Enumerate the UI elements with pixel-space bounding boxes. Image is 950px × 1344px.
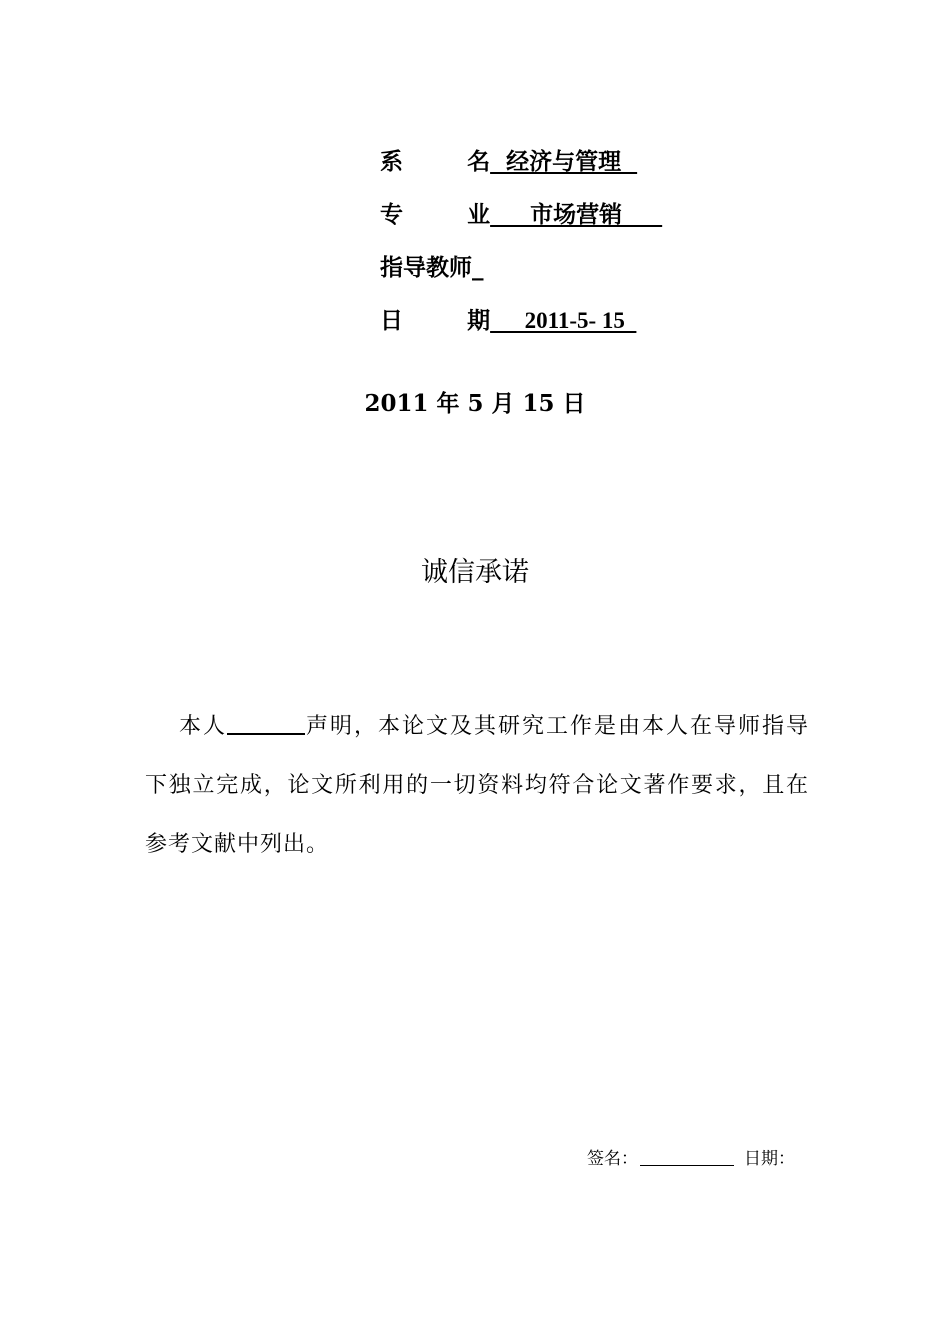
pledge-title: 诚信承诺: [421, 557, 529, 588]
sign-date-label: 日期：: [744, 1149, 795, 1169]
department-label: 系 名: [380, 148, 491, 175]
cover-date: 2011 年 5 月 15 日: [364, 390, 586, 417]
department-value: 经济与管理: [490, 148, 638, 175]
advisor-value: _: [472, 254, 484, 281]
major-value: 市场营销: [490, 201, 663, 228]
date-value: 2011-5- 15: [490, 308, 637, 333]
name-blank: [227, 732, 305, 735]
pledge-text: 声明，本论文及其研究工作是由本人在导师指导下独立完成，论文所利用的一切资料均符合论文著作要求，且在参考文献中列出。: [145, 714, 809, 857]
pledge-body: [145, 697, 809, 874]
date-row: [348, 276, 636, 366]
pledge-prefix: 本人: [179, 714, 227, 739]
major-label: 专 业: [380, 201, 491, 228]
signature-row: [587, 1144, 795, 1169]
advisor-label: 指导教师: [380, 254, 473, 281]
date-label: 日 期: [380, 307, 491, 334]
signature-blank: [640, 1164, 734, 1166]
signature-label: 签名：: [587, 1149, 638, 1169]
